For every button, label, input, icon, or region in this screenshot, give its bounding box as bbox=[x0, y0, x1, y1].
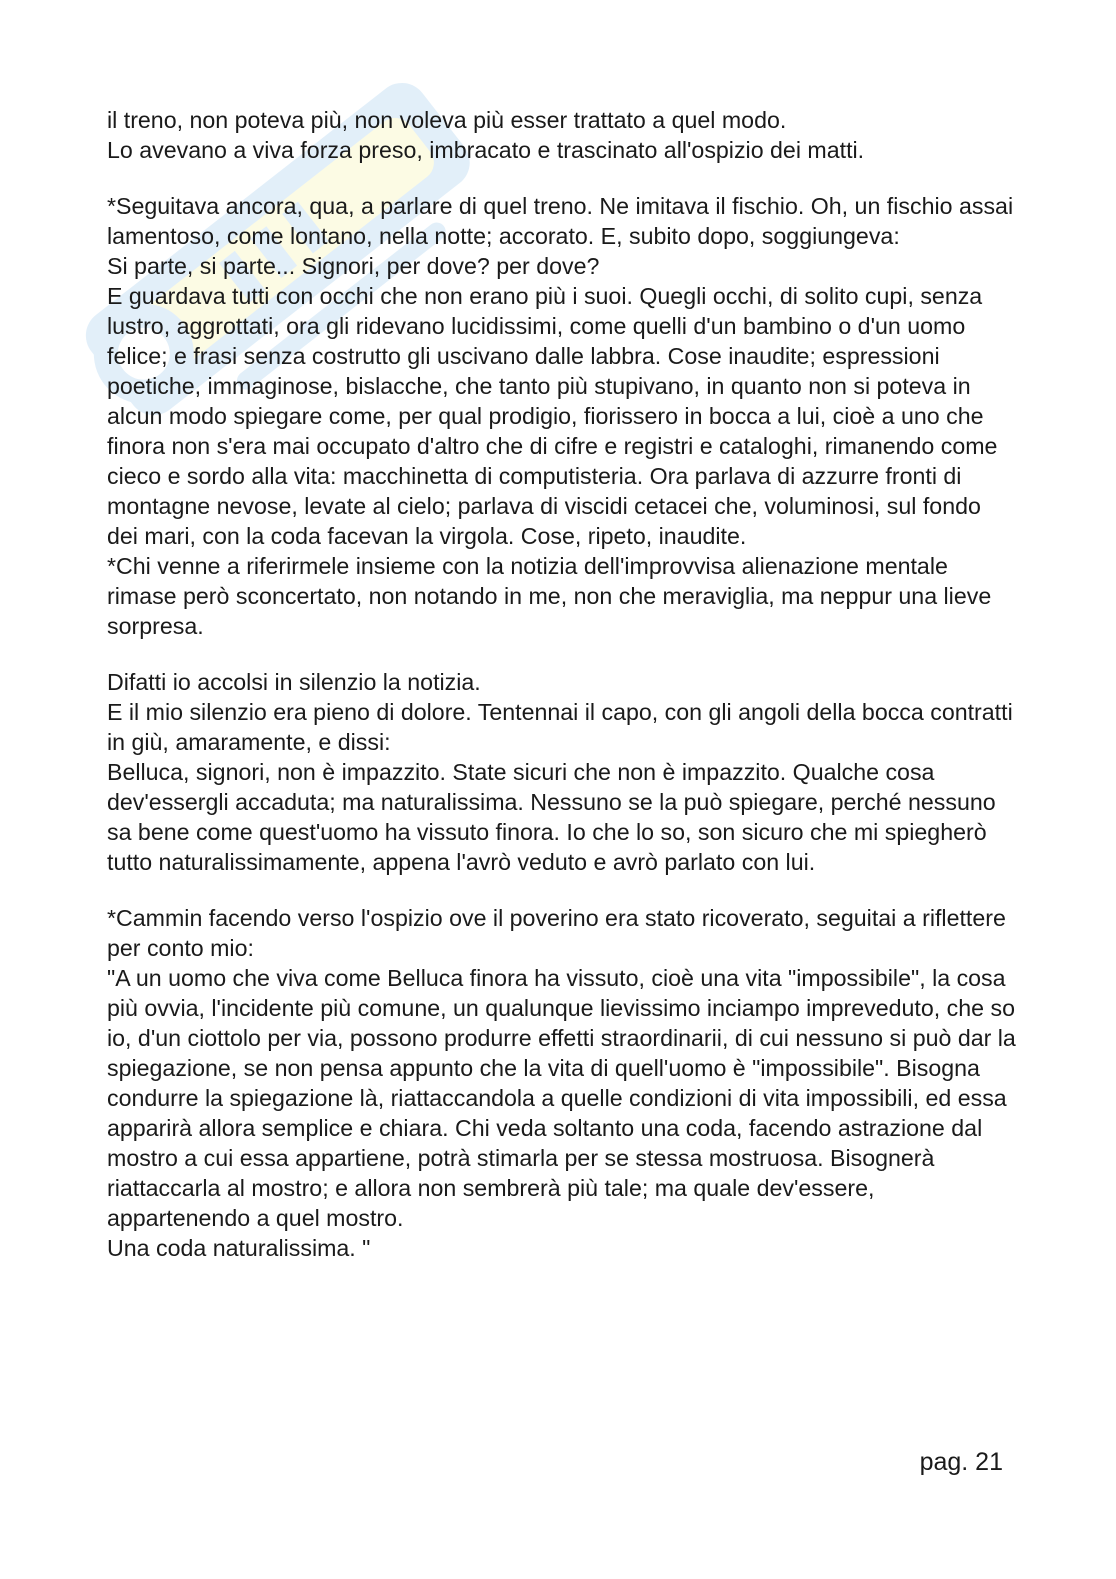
text-line: *Seguitava ancora, qua, a parlare di quel treno. Ne imitava il fischio. Oh, un fischio assai lamentoso, come lontano, nella notte; accorato. E, subito dopo, soggiungeva: bbox=[107, 193, 1014, 249]
text-line: Belluca, signori, non è impazzito. State sicuri che non è impazzito. Qualche cosa dev'essergli accaduta; ma naturalissima. Nessuno se la può spiegare, perché nessuno sa bene come quest'uomo ha vissuto finora. Io che lo so, son sicuro che mi spiegherò tutto naturalissimamente, appena l'avrò veduto e avrò parlato con lui. bbox=[107, 759, 996, 875]
text-line: Lo avevano a viva forza preso, imbracato e trascinato all'ospizio dei matti. bbox=[107, 137, 865, 163]
paragraph-gap bbox=[107, 165, 1017, 191]
text-line: il treno, non poteva più, non voleva più esser trattato a quel modo. bbox=[107, 107, 787, 133]
text-line: E il mio silenzio era pieno di dolore. Tentennai il capo, con gli angoli della bocca contratti in giù, amaramente, e dissi: bbox=[107, 699, 1013, 755]
text-line: *Cammin facendo verso l'ospizio ove il poverino era stato ricoverato, seguitai a riflettere per conto mio: bbox=[107, 905, 1006, 961]
text-line: Difatti io accolsi in silenzio la notizia. bbox=[107, 669, 481, 695]
page-number: pag. 21 bbox=[919, 1448, 1003, 1476]
paragraph-gap bbox=[107, 877, 1017, 903]
text-line: "A un uomo che viva come Belluca finora ha vissuto, cioè una vita "impossibile", la cosa più ovvia, l'incidente più comune, un qualunque lievissimo inciampo impreveduto, che so io, d'un ciottolo per via, possono produrre effetti straordinarii, di cui nessuno si può dar la spiegazione, se non pensa appunto che la vita di quell'uomo è "impossibile". Bisogna condurre la spiegazione là, riattaccandola a quelle condizioni di vita impossibili, ed essa apparirà allora semplice e chiara. Chi veda soltanto una coda, facendo astrazione dal mostro a cui essa appartiene, potrà stimarla per se stessa mostruosa. Bisognerà riattaccarla al mostro; e allora non sembrerà più tale; ma quale dev'essere, appartenendo a quel mostro. bbox=[107, 965, 1016, 1231]
document-body bbox=[107, 105, 1017, 1263]
text-line: Si parte, si parte... Signori, per dove? per dove? bbox=[107, 253, 600, 279]
text-line: Una coda naturalissima. " bbox=[107, 1235, 371, 1261]
text-line: E guardava tutti con occhi che non erano più i suoi. Quegli occhi, di solito cupi, senza lustro, aggrottati, ora gli ridevano lucidissimi, come quelli d'un bambino o d'un uomo felice; e frasi senza costrutto gli uscivano dalle labbra. Cose inaudite; espressioni poetiche, immaginose, bislacche, che tanto più stupivano, in quanto non si poteva in alcun modo spiegare come, per qual prodigio, fiorissero in bocca a lui, cioè a uno che finora non s'era mai occupato d'altro che di cifre e registri e cataloghi, rimanendo come cieco e sordo alla vita: macchinetta di computisteria. Ora parlava di azzurre fronti di montagne nevose, levate al cielo; parlava di viscidi cetacei che, voluminosi, sul fondo dei mari, con la coda facevan la virgola. Cose, ripeto, inaudite. bbox=[107, 283, 998, 549]
paragraph-gap bbox=[107, 641, 1017, 667]
text-line: *Chi venne a riferirmele insieme con la notizia dell'improvvisa alienazione mentale rimase però sconcertato, non notando in me, non che meraviglia, ma neppur una lieve sorpresa. bbox=[107, 553, 992, 639]
